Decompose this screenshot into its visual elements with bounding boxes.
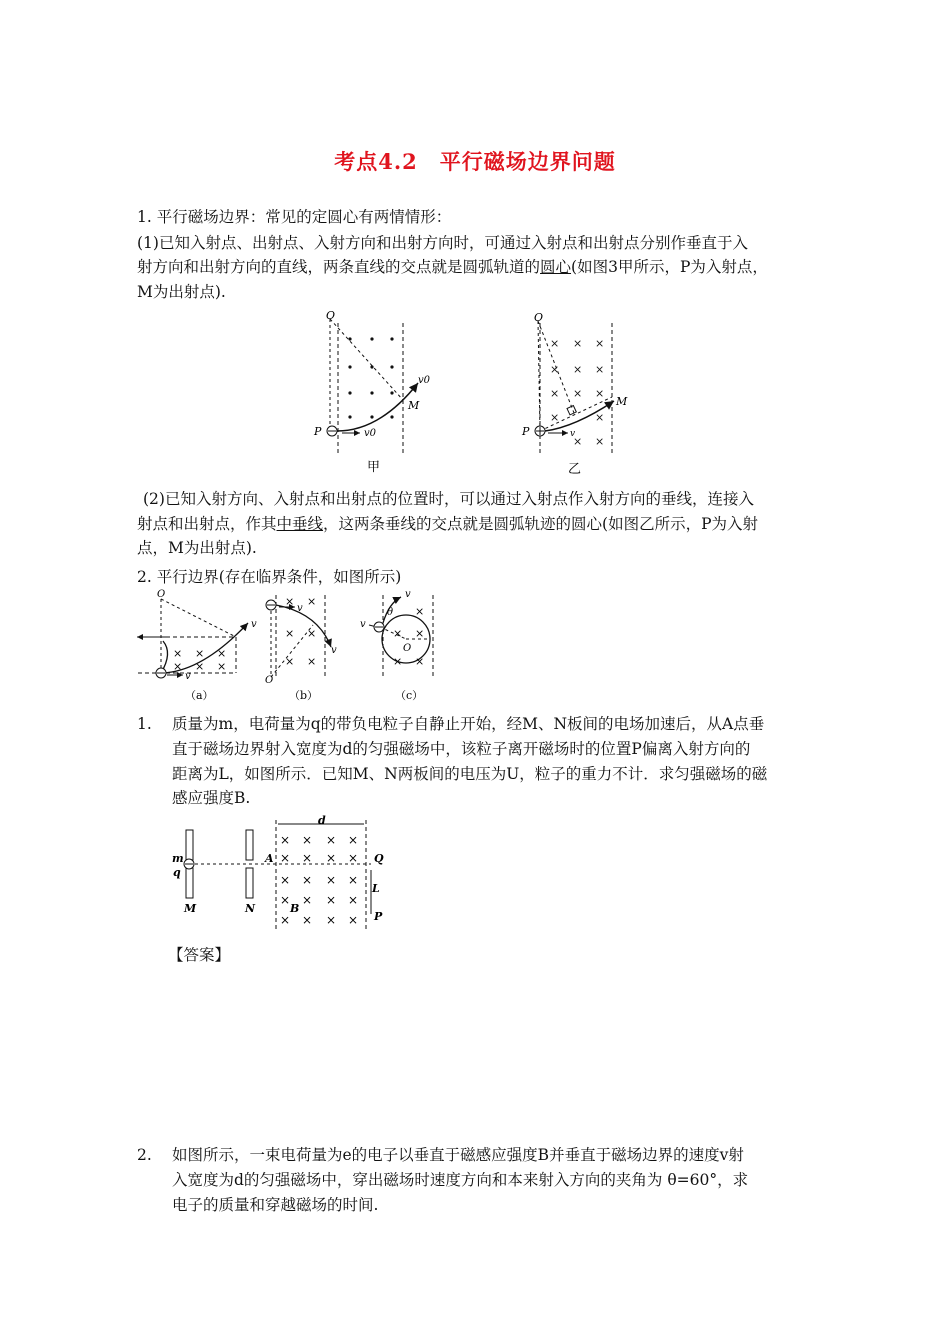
page-title: 考点4.2 平行磁场边界问题 [334, 149, 616, 174]
c-caption: （c） [395, 689, 424, 702]
a-v-top: v [251, 619, 257, 630]
yi-v-label: v [570, 429, 576, 439]
svg-text:×: × [307, 655, 317, 668]
svg-text:×: × [326, 851, 337, 865]
section1-case2-line2 [137, 512, 758, 536]
svg-text:×: × [550, 411, 560, 424]
svg-text:×: × [280, 893, 291, 907]
svg-text:×: × [173, 647, 183, 660]
svg-text:×: × [348, 893, 359, 907]
jia-caption: 甲 [367, 460, 381, 475]
section1-heading: 1. 平行磁场边界：常见的定圆心有两情情形： [137, 208, 452, 226]
svg-text:×: × [550, 363, 560, 376]
c-O-label: O [403, 643, 412, 654]
b-caption: （b） [289, 689, 319, 702]
problem1-line1: 质量为m，电荷量为q的带负电粒子自静止开始，经M、N板间的电场加速后，从A点垂 [172, 715, 765, 733]
problem1-line4: 感应强度B. [172, 789, 251, 807]
svg-text:×: × [348, 873, 359, 887]
svg-text:×: × [595, 387, 605, 400]
jia-O-label: O [326, 309, 336, 322]
svg-text:×: × [595, 337, 605, 350]
yi-caption: 乙 [568, 462, 582, 477]
figure-c [360, 589, 433, 702]
c-theta: θ [387, 607, 394, 618]
a-caption: （a） [185, 689, 214, 702]
svg-text:×: × [302, 873, 313, 887]
b-v-top: v [297, 603, 303, 614]
fig3-M-label: M [184, 902, 197, 915]
svg-text:×: × [393, 655, 403, 668]
case2-line2-post: ，这两条垂线的交点就是圆弧轨迹的圆心(如图乙所示，P为入射 [323, 515, 759, 533]
yi-O-label: O [534, 311, 544, 324]
figure-2 [133, 585, 453, 707]
svg-text:×: × [302, 893, 313, 907]
svg-text:×: × [307, 627, 317, 640]
svg-text:×: × [573, 435, 583, 448]
figure-jia [313, 309, 431, 475]
b-O-label: O [265, 675, 274, 686]
fig3-d-label: d [318, 814, 326, 827]
svg-text:×: × [285, 627, 295, 640]
problem1-answer-label: 【答案】 [168, 946, 231, 964]
svg-text:×: × [217, 660, 227, 673]
svg-text:×: × [302, 833, 313, 847]
svg-text:×: × [173, 660, 183, 673]
case1-line2-pre: 射方向和出射方向的直线，两条直线的交点就是圆弧轨道的 [137, 258, 541, 276]
svg-text:×: × [550, 337, 560, 350]
svg-text:×: × [326, 833, 337, 847]
figure-yi [521, 311, 628, 477]
c-v-left: v [360, 619, 366, 630]
fig3-Q-label: Q [374, 852, 384, 865]
yi-M-label: M [616, 395, 628, 408]
c-v-top: v [405, 589, 411, 600]
svg-text:×: × [217, 647, 227, 660]
fig3-L-label: L [372, 882, 380, 895]
svg-text:×: × [280, 913, 291, 927]
fig3-q-label: q [173, 866, 181, 879]
svg-text:×: × [195, 660, 205, 673]
svg-text:×: × [348, 833, 359, 847]
svg-text:×: × [326, 913, 337, 927]
case1-line2-underlined: 圆心 [540, 258, 572, 276]
fig3-A-label: A [265, 852, 274, 865]
svg-text:×: × [285, 655, 295, 668]
case2-line2-pre: 射点和出射点，作其 [137, 515, 277, 533]
figure-a [137, 589, 257, 702]
svg-text:×: × [326, 873, 337, 887]
svg-text:×: × [348, 851, 359, 865]
a-O-label: O [157, 589, 166, 600]
svg-text:×: × [307, 595, 317, 608]
svg-text:×: × [280, 851, 291, 865]
svg-text:×: × [302, 851, 313, 865]
svg-text:×: × [348, 913, 359, 927]
svg-text:×: × [595, 363, 605, 376]
case1-line2-post: (如图3甲所示，P为入射点， [571, 258, 768, 276]
figure-3 [166, 812, 396, 937]
section1-case1-line1: (1)已知入射点、出射点、入射方向和出射方向时，可通过入射点和出射点分别作垂直于入 [137, 234, 748, 252]
section1-case1-line3: M为出射点). [137, 283, 226, 301]
svg-text:×: × [280, 873, 291, 887]
fig3-N-label: N [245, 902, 256, 915]
problem2-line3: 电子的质量和穿越磁场的时间. [172, 1196, 379, 1214]
fig3-B-label: B [290, 902, 300, 915]
svg-text:×: × [415, 605, 425, 618]
svg-text:×: × [595, 435, 605, 448]
problem1-line2: 直于磁场边界射入宽度为d的匀强磁场中，该粒子离开磁场时的位置P偏离入射方向的 [172, 740, 751, 758]
figure-1 [310, 305, 640, 480]
jia-v0-bottom: v0 [364, 428, 377, 439]
svg-text:×: × [573, 387, 583, 400]
a-v-bottom: v [185, 671, 191, 682]
section2-heading: 2. 平行边界(存在临界条件，如图所示) [137, 568, 402, 586]
section1-case2-line3: 点，M为出射点). [137, 539, 257, 557]
jia-P-label: P [314, 425, 322, 438]
svg-text:×: × [595, 411, 605, 424]
problem1-line3: 距离为L，如图所示．已知M、N两板间的电压为U，粒子的重力不计．求匀强磁场的磁 [172, 765, 768, 783]
svg-text:×: × [573, 337, 583, 350]
problem2-line2: 入宽度为d的匀强磁场中，穿出磁场时速度方向和本来射入方向的夹角为 θ=60°，求 [172, 1171, 749, 1189]
problem2-number: 2. [137, 1146, 152, 1164]
yi-P-label: P [522, 425, 530, 438]
svg-text:×: × [280, 833, 291, 847]
svg-text:×: × [302, 913, 313, 927]
jia-M-label: M [408, 399, 420, 412]
svg-text:×: × [326, 893, 337, 907]
problem2-line1: 如图所示，一束电荷量为e的电子以垂直于磁感应强度B并垂直于磁场边界的速度v射 [172, 1146, 744, 1164]
svg-text:×: × [415, 655, 425, 668]
figure-b [265, 595, 337, 702]
svg-text:×: × [195, 647, 205, 660]
jia-v0-top: v0 [418, 375, 431, 386]
svg-text:×: × [285, 595, 295, 608]
svg-text:×: × [573, 363, 583, 376]
svg-text:×: × [415, 627, 425, 640]
section1-case1-line2 [137, 255, 768, 279]
fig3-m-label: m [172, 852, 184, 865]
case2-line2-underlined: 中垂线 [276, 515, 324, 533]
svg-text:×: × [393, 627, 403, 640]
b-v-bottom: v [331, 645, 337, 656]
problem1-number: 1. [137, 715, 152, 733]
section1-case2-line1: (2)已知入射方向、入射点和出射点的位置时，可以通过入射点作入射方向的垂线，连接入 [143, 490, 754, 508]
fig3-P-label: P [374, 910, 383, 923]
svg-text:×: × [550, 387, 560, 400]
